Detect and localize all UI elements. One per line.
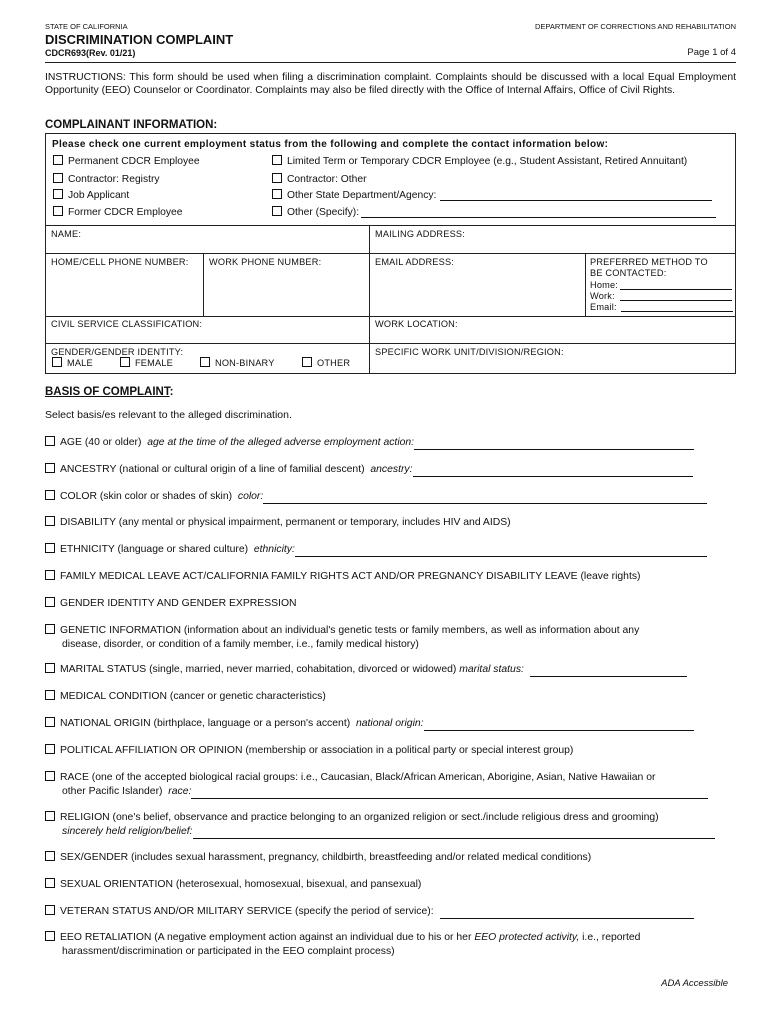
basis-political[interactable]: POLITICAL AFFILIATION OR OPINION (membership or association in a political party or special interest group) [45,744,735,758]
pref-home-line[interactable] [620,281,732,290]
checkbox[interactable] [53,189,63,199]
other-state-line[interactable] [440,190,712,201]
work-phone-label: WORK PHONE NUMBER: [209,257,322,267]
checkbox[interactable] [45,878,55,888]
checkbox[interactable] [45,851,55,861]
work-unit-label: SPECIFIC WORK UNIT/DIVISION/REGION: [375,347,564,357]
pref-email-line[interactable] [621,303,733,312]
instructions: INSTRUCTIONS: This form should be used when filing a discrimination complaint. Complaints should be discussed with a local Equal Employment Opportunity (EEO) Counselor or Coordinator. Complaints may also be filed directly with the Office of Internal Affairs, Office of Civil Rights. [45,72,736,96]
checkbox[interactable] [45,570,55,580]
gender-male[interactable]: MALE [52,357,93,368]
checkbox[interactable] [45,744,55,754]
basis-color[interactable]: COLOR (skin color or shades of skin) color: [45,490,735,504]
grid-line [45,316,736,317]
basis-marital[interactable]: MARITAL STATUS (single, married, never married, cohabitation, divorced or widowed) marital status: [45,663,735,677]
page-number: Page 1 of 4 [687,47,736,58]
civil-service-label: CIVIL SERVICE CLASSIFICATION: [51,319,203,329]
work-location-label: WORK LOCATION: [375,319,458,329]
gender-other[interactable]: OTHER [302,357,350,368]
basis-ancestry[interactable]: ANCESTRY (national or cultural origin of a line of familial descent) ancestry: [45,463,735,477]
ethnicity-line[interactable] [295,546,707,557]
checkbox[interactable] [302,357,312,367]
department-label: DEPARTMENT OF CORRECTIONS AND REHABILITATION [535,22,736,31]
checkbox[interactable] [45,543,55,553]
basis-disability[interactable]: DISABILITY (any mental or physical impairment, permanent or temporary, includes HIV and AIDS) [45,516,735,530]
checkbox[interactable] [45,490,55,500]
grid-line [369,225,370,374]
pref-home[interactable]: Home: [590,280,732,290]
basis-genetic[interactable]: GENETIC INFORMATION (information about an individual's genetic tests or family members, as well as information about any disease, disorder, or condition of a family member, i.e., family medical history) [45,624,735,652]
checkbox[interactable] [45,516,55,526]
checkbox[interactable] [45,771,55,781]
checkbox[interactable] [53,206,63,216]
checkbox[interactable] [52,357,62,367]
form-title: DISCRIMINATION COMPLAINT [45,32,234,47]
grid-line [203,253,204,316]
basis-sex[interactable]: SEX/GENDER (includes sexual harassment, pregnancy, childbirth, breastfeeding and/or related medical conditions) [45,851,735,865]
national-origin-line[interactable] [424,720,694,731]
basis-race[interactable]: RACE (one of the accepted biological racial groups: i.e., Caucasian, Black/African American, Aborigine, Asian, Native Hawaiian or other Pacific Islander) race: [45,771,735,799]
grid-line [45,343,736,344]
checkbox[interactable] [45,811,55,821]
checkbox[interactable] [272,155,282,165]
basis-orientation[interactable]: SEXUAL ORIENTATION (heterosexual, homosexual, bisexual, and pansexual) [45,878,735,892]
basis-heading: BASIS OF COMPLAINT: [45,386,174,398]
gender-label: GENDER/GENDER IDENTITY: [51,347,184,357]
checkbox[interactable] [45,463,55,473]
checkbox[interactable] [45,436,55,446]
other-specify-line[interactable] [361,207,716,218]
veteran-line[interactable] [440,908,694,919]
state-label: STATE OF CALIFORNIA [45,22,128,31]
checkbox[interactable] [45,597,55,607]
basis-gender-identity[interactable]: GENDER IDENTITY AND GENDER EXPRESSION [45,597,735,611]
basis-fmla[interactable]: FAMILY MEDICAL LEAVE ACT/CALIFORNIA FAMILY RIGHTS ACT AND/OR PREGNANCY DISABILITY LEAVE (leave rights) [45,570,735,584]
status-limited-term[interactable]: Limited Term or Temporary CDCR Employee (e.g., Student Assistant, Retired Annuitant) [272,155,687,167]
basis-age[interactable]: AGE (40 or older) age at the time of the alleged adverse employment action: [45,436,735,450]
pref-work-line[interactable] [620,292,732,301]
age-line[interactable] [414,439,694,450]
status-applicant[interactable]: Job Applicant [53,189,129,201]
checkbox[interactable] [272,173,282,183]
basis-national-origin[interactable]: NATIONAL ORIGIN (birthplace, language or a person's accent) national origin: [45,717,735,731]
preferred-method-label-2: BE CONTACTED: [590,268,667,278]
checkbox[interactable] [45,663,55,673]
checkbox[interactable] [200,357,210,367]
grid-line [45,253,736,254]
header-divider [45,62,736,63]
basis-medical[interactable]: MEDICAL CONDITION (cancer or genetic characteristics) [45,690,735,704]
religion-line[interactable] [193,828,715,839]
status-registry[interactable]: Contractor: Registry [53,173,160,185]
basis-instruction: Select basis/es relevant to the alleged discrimination. [45,409,292,421]
grid-line [585,253,586,316]
checkbox[interactable] [45,624,55,634]
preferred-method-label: PREFERRED METHOD TO [590,257,708,267]
color-line[interactable] [263,493,707,504]
status-prompt: Please check one current employment status from the following and complete the contact information below: [52,139,609,150]
status-other-state[interactable]: Other State Department/Agency: [272,189,712,201]
email-label: EMAIL ADDRESS: [375,257,455,267]
ancestry-line[interactable] [413,466,693,477]
basis-veteran[interactable]: VETERAN STATUS AND/OR MILITARY SERVICE (specify the period of service): [45,905,735,919]
grid-line [45,225,736,226]
race-line[interactable] [191,788,708,799]
form-number: CDCR693(Rev. 01/21) [45,48,136,58]
checkbox[interactable] [45,717,55,727]
status-former[interactable]: Former CDCR Employee [53,206,182,218]
checkbox[interactable] [45,931,55,941]
checkbox[interactable] [53,173,63,183]
pref-email[interactable]: Email: [590,302,733,312]
pref-work[interactable]: Work: [590,291,732,301]
gender-nonbinary[interactable]: NON-BINARY [200,357,275,368]
basis-ethnicity[interactable]: ETHNICITY (language or shared culture) ethnicity: [45,543,735,557]
basis-eeo-retaliation[interactable]: EEO RETALIATION (A negative employment action against an individual due to his or her EEO protected activity, i.e., reported harassment/discrimination or participated in the EEO complaint process) [45,931,735,959]
complainant-heading: COMPLAINANT INFORMATION: [45,119,218,131]
ada-accessible: ADA Accessible [661,978,728,989]
checkbox[interactable] [45,905,55,915]
checkbox[interactable] [272,206,282,216]
home-phone-label: HOME/CELL PHONE NUMBER: [51,257,189,267]
status-other-specify[interactable]: Other (Specify): [272,206,716,218]
checkbox[interactable] [45,690,55,700]
mailing-address-label: MAILING ADDRESS: [375,229,465,239]
name-label: NAME: [51,229,82,239]
status-contractor-other[interactable]: Contractor: Other [272,173,367,185]
status-permanent[interactable]: Permanent CDCR Employee [53,155,200,167]
basis-religion[interactable]: RELIGION (one's belief, observance and practice belonging to an organized religion or sect./include religious dress and grooming) sincerely held religion/belief: [45,811,735,839]
checkbox[interactable] [120,357,130,367]
checkbox[interactable] [53,155,63,165]
checkbox[interactable] [272,189,282,199]
marital-line[interactable] [530,666,687,677]
gender-female[interactable]: FEMALE [120,357,173,368]
